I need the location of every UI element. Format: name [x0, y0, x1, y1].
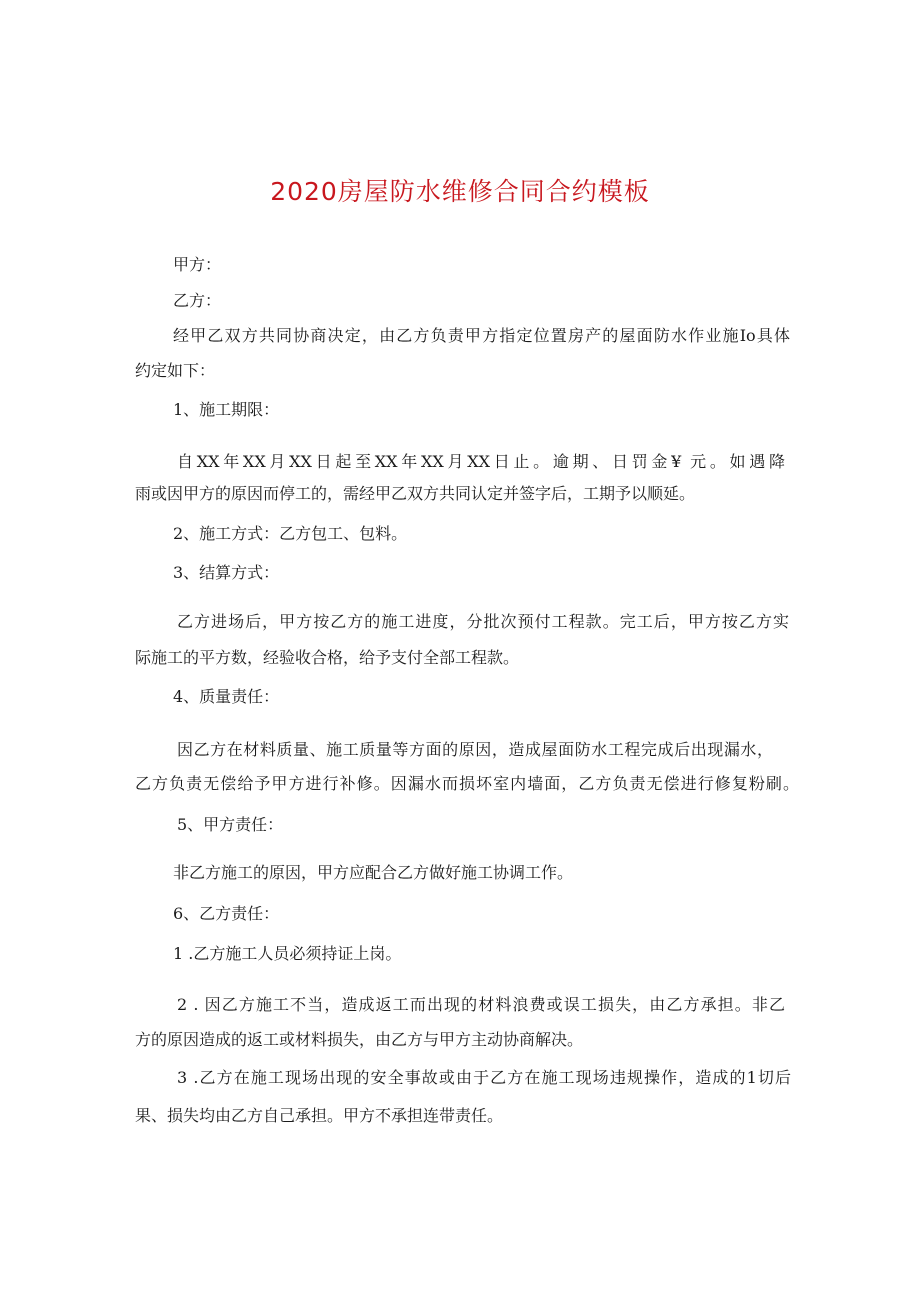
intro-paragraph-line-1: 经甲乙双方共同协商决定，由乙方负责甲方指定位置房产的屋面防水作业施Io具体	[173, 326, 790, 345]
section-4-heading: 4、质量责任：	[173, 687, 280, 706]
section-6-item-2-line-2: 方的原因造成的返工或材料损失，由乙方与甲方主动协商解决。	[135, 1030, 584, 1049]
section-5-heading: 5、甲方责任：	[177, 815, 284, 834]
section-3-line-1: 乙方进场后，甲方按乙方的施工进度，分批次预付工程款。完工后，甲方按乙方实	[177, 612, 789, 631]
section-6-item-3-line-2: 果、损失均由乙方自己承担。甲方不承担连带责任。	[135, 1106, 504, 1125]
section-6-item-2-line-1: 2 . 因乙方施工不当，造成返工而出现的材料浪费或误工损失，由乙方承担。非乙	[177, 995, 785, 1014]
section-3-line-2: 际施工的平方数，经验收合格，给予支付全部工程款。	[135, 648, 520, 667]
party-a-label: 甲方：	[173, 255, 222, 274]
section-2-heading: 2、施工方式：乙方包工、包料。	[173, 524, 408, 543]
section-3-heading: 3、结算方式：	[173, 563, 280, 582]
intro-paragraph-line-2: 约定如下：	[135, 361, 216, 380]
section-1-heading: 1、施工期限：	[173, 400, 280, 419]
section-6-heading: 6、乙方责任：	[173, 904, 280, 923]
section-1-line-2: 雨或因甲方的原因而停工的，需经甲乙双方共同认定并签字后，工期予以顺延。	[135, 484, 696, 503]
party-b-label: 乙方：	[173, 291, 222, 310]
section-5-body: 非乙方施工的原因，甲方应配合乙方做好施工协调工作。	[173, 863, 574, 882]
section-6-item-3-line-1: 3 .乙方在施工现场出现的安全事故或由于乙方在施工现场违规操作，造成的1切后	[177, 1068, 791, 1087]
section-6-item-1: 1 .乙方施工人员必须持证上岗。	[173, 944, 402, 963]
document-title: 2020房屋防水维修合同合约模板	[270, 177, 650, 206]
section-1-line-1: 自XX年XX月XX日起至XX年XX月XX日止。逾期、日罚金¥ 元。如遇降	[177, 452, 785, 471]
section-4-line-2: 乙方负责无偿给予甲方进行补修。因漏水而损坏室内墙面，乙方负责无偿进行修复粉刷。	[135, 774, 799, 793]
section-4-line-1: 因乙方在材料质量、施工质量等方面的原因，造成屋面防水工程完成后出现漏水，	[177, 740, 773, 759]
